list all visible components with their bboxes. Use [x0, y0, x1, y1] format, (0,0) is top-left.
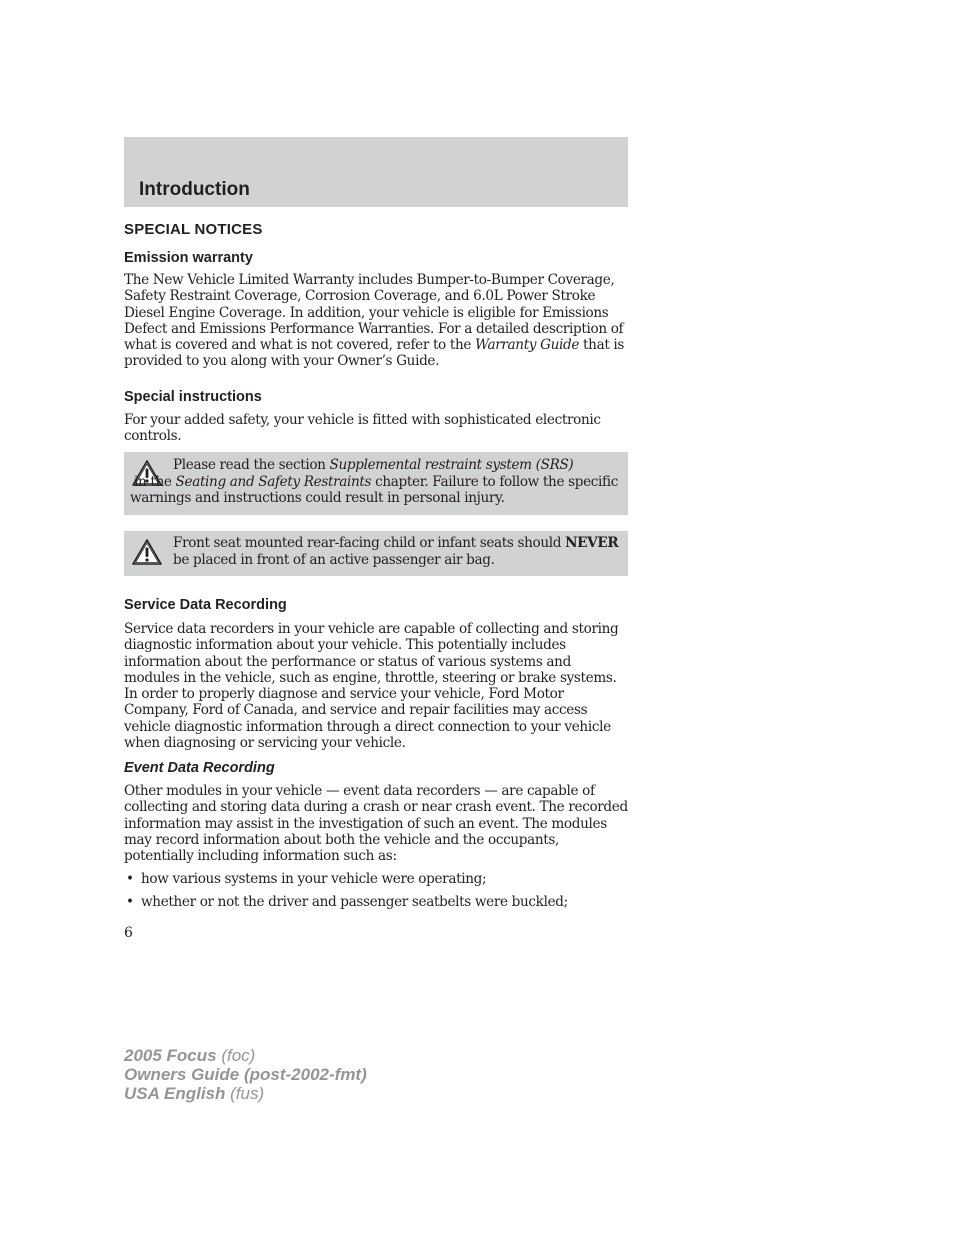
child-seat-warning-box	[124, 531, 628, 576]
bullet-icon: •	[126, 894, 134, 910]
special-instructions-text: For your added safety, your vehicle is fitted with sophisticated electronic controls.	[124, 412, 601, 445]
document-footer: 2005 Focus (foc) Owners Guide (post-2002-fmt) USA English (fus)	[124, 1046, 367, 1103]
warranty-guide-title: Warranty Guide	[475, 337, 580, 354]
srs-warning-text: Please read the section Supplemental restraint system (SRS) in the Seating and Safety Restraints chapter. Failure to follow the specific warnings and instructions could result in personal injury.	[130, 457, 618, 507]
bullet-icon: •	[126, 871, 134, 887]
service-data-text: Service data recorders in your vehicle are capable of collecting and storing diagnostic information about your vehicle. This potentially includes information about the performance or status of various systems and modules in the vehicle, such as engine, throttle, steering or brake systems. In order to properly diagnose and service your vehicle, Ford Motor Company, Ford of Canada, and service and repair facilities may access vehicle diagnostic information through a direct connection to your vehicle when diagnosing or servicing your vehicle.	[124, 621, 619, 752]
srs-warning-box	[124, 452, 628, 515]
chapter-header-band	[124, 137, 628, 207]
never-emphasis: NEVER	[565, 535, 619, 551]
event-data-heading: Event Data Recording	[124, 760, 275, 776]
emission-warranty-heading: Emission warranty	[124, 250, 253, 266]
chapter-title: Introduction	[139, 179, 250, 200]
event-data-text: Other modules in your vehicle — event data recorders — are capable of collecting and storing data during a crash or near crash event. The recorded information may assist in the investigation of such an event. The modules may record information about both the vehicle and the occupants, potentially including information such as:	[124, 783, 628, 865]
service-data-heading: Service Data Recording	[124, 597, 287, 613]
warning-triangle-icon	[132, 539, 162, 565]
special-instructions-heading: Special instructions	[124, 389, 262, 405]
page-number: 6	[124, 925, 133, 941]
child-seat-warning-text: Front seat mounted rear-facing child or infant seats should NEVER be placed in front of an active passenger air bag.	[173, 535, 619, 568]
emission-warranty-text: The New Vehicle Limited Warranty includes Bumper-to-Bumper Coverage, Safety Restraint Coverage, Corrosion Coverage, and 6.0L Power Stroke Diesel Engine Coverage. In addition, your vehicle is eligible for Emissions Defect and Emissions Performance Warranties. For a detailed description of what is covered and what is not covered, refer to the Warranty Guide that is provided to you along with your Owner’s Guide.	[124, 272, 625, 370]
section-title: SPECIAL NOTICES	[124, 221, 263, 238]
